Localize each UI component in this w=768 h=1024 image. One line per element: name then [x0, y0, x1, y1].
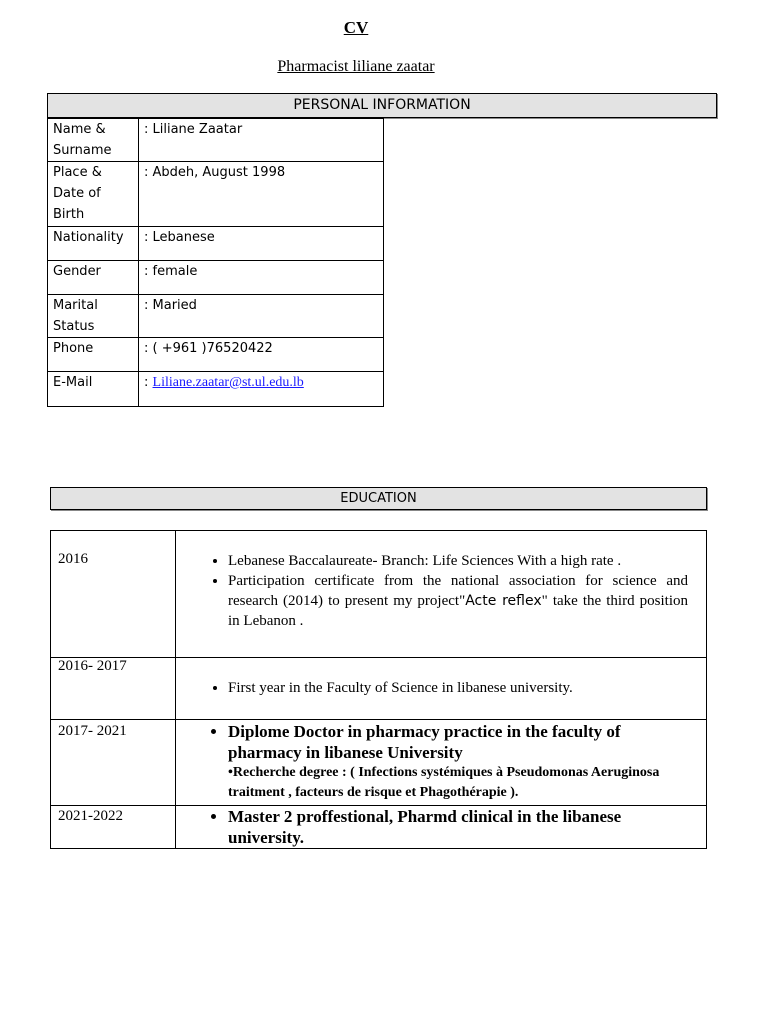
field-label: Name & Surname: [48, 119, 139, 162]
list-item: • First year in the Faculty of Science in libanese university.: [228, 678, 688, 698]
details-cell: [176, 531, 707, 658]
details-cell: [176, 806, 707, 849]
list-item: • Lebanese Baccalaureate- Branch: Life Sciences With a high rate .: [228, 551, 688, 571]
list-item: • Master 2 proffestional, Pharmd clinical in the libanese university.: [228, 806, 666, 848]
item-text: Participation certificate from the national association for science and research (2014) to present my project": [228, 573, 688, 609]
field-value: : ( +961 )76520422: [139, 338, 384, 372]
table-row: [51, 806, 707, 849]
table-row: [48, 119, 384, 162]
list-item: [228, 571, 688, 631]
details-cell: [176, 720, 707, 806]
field-label: Gender: [48, 261, 139, 295]
table-row: [48, 372, 384, 407]
table-row: [48, 295, 384, 338]
personal-info-table: [47, 118, 384, 407]
project-name: Acte reflex: [465, 593, 542, 609]
field-value: [139, 372, 384, 407]
field-value: : Maried: [139, 295, 384, 338]
list-item: • Diplome Doctor in pharmacy practice in the faculty of pharmacy in libanese University: [228, 721, 676, 763]
cv-heading: CV: [343, 18, 369, 37]
personal-info-header: PERSONAL INFORMATION: [47, 93, 717, 118]
email-prefix: :: [144, 375, 153, 390]
table-row: [51, 658, 707, 720]
field-label: Marital Status: [48, 295, 139, 338]
sub-item: •Recherche degree : ( Infections systémiques à Pseudomonas Aeruginosa traitment , facteurs de risque et Phagothérapie ).: [228, 765, 660, 800]
year-cell: 2016- 2017: [51, 658, 176, 720]
table-row: [48, 261, 384, 295]
year-cell: 2021-2022: [51, 806, 176, 849]
year-cell: 2017- 2021: [51, 720, 176, 806]
table-row: [48, 162, 384, 227]
email-link[interactable]: Liliane.zaatar@st.ul.edu.lb: [152, 375, 304, 390]
name-title: Pharmacist liliane zaatar: [277, 58, 435, 75]
table-row: [51, 720, 707, 806]
table-row: [48, 227, 384, 261]
table-row: [51, 531, 707, 658]
details-cell: [176, 658, 707, 720]
education-header: EDUCATION: [50, 487, 707, 510]
table-row: [48, 338, 384, 372]
field-label: Nationality: [48, 227, 139, 261]
field-value: : Abdeh, August 1998: [139, 162, 384, 227]
field-value: : Lebanese: [139, 227, 384, 261]
education-table: [50, 530, 707, 849]
item-text: " take the third position in Lebanon .: [228, 593, 688, 629]
field-label: Place & Date of Birth: [48, 162, 139, 227]
field-label: Phone: [48, 338, 139, 372]
field-value: : female: [139, 261, 384, 295]
year-cell: 2016: [51, 531, 176, 658]
field-value: : Liliane Zaatar: [139, 119, 384, 162]
field-label: E-Mail: [48, 372, 139, 407]
